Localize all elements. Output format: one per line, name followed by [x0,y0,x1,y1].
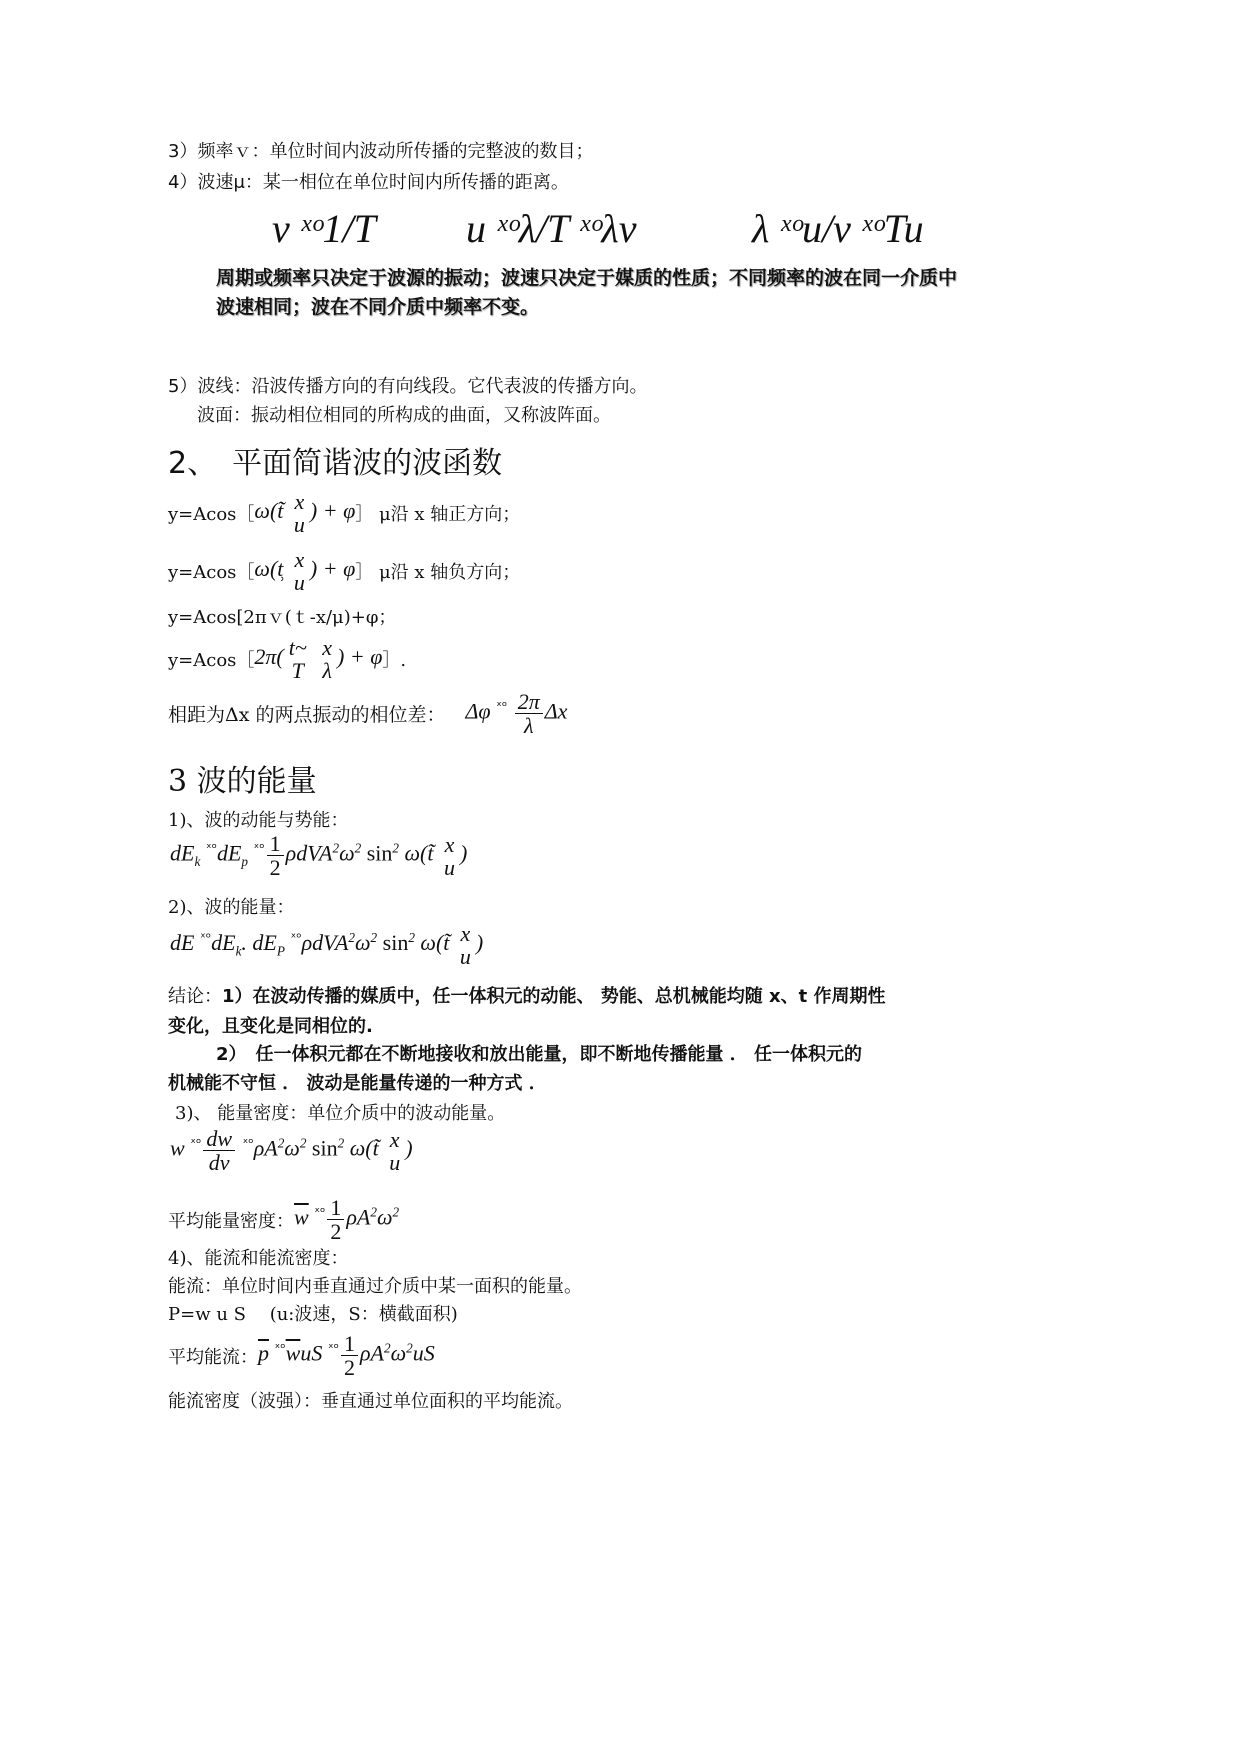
equation-frequency-period: ν ˣᵒ1/T [272,206,376,251]
formula-body: ω(t̃ x u ) + φ [254,489,356,538]
section-3-heading: 3 波的能量 [168,764,317,799]
item-wave-speed: 4）波速μ：某一相位在单位时间内所传播的距离。 [168,172,569,193]
equation-kinetic-potential: $dE_k$ $^{ˣᵒ}dE_p$ $^{ˣᵒ}$ $\frac{1}{2}$ $\rho dVA^2\omega^2$ $\sin^2$ ω(t̃ x u ) [170,831,468,881]
item-wave-line: 5）波线：沿波传播方向的有向线段。它代表波的传播方向。 [168,376,648,397]
phase-difference-label: 相距为Δx 的两点振动的相位差： [168,704,446,727]
note-line-2: 波速相同；波在不同介质中频率不变。 [216,296,540,318]
phase-difference [168,690,567,737]
subsection-energy-density: 3)、 能量密度：单位介质中的波动能量。 [175,1103,506,1124]
formula-suffix: ］ μ沿 x 轴负方向； [355,562,521,584]
equation-wavelength: λ ˣᵒu/ν ˣᵒTu [752,206,924,251]
average-energy-flow-label: 平均能流： [168,1346,258,1368]
conclusion-label: 结论： [168,986,222,1007]
average-energy-density-label: 平均能量密度： [168,1210,294,1232]
formula-prefix: y=Acos［ [168,504,255,526]
energy-flow-density: 能流密度（波强）：垂直通过单位面积的平均能流。 [168,1391,573,1412]
equation-wave-energy: dE $^{ˣᵒ}dE_k$. $dE_P$ $^{ˣᵒ}\rho dVA^2\omega^2$ $\sin^2$ ω(t̃ x u ) [170,921,484,970]
conclusion-1-continued: 变化，且变化是同相位的. [168,1016,373,1037]
formula-body: ω(t̹ x u ) + φ [254,547,356,596]
wave-function-positive [168,490,520,536]
average-energy-density-formula: $\overline{w}$ $^{ˣᵒ}$ $\frac{1}{2}$ $\rho A^2\omega^2$ [294,1195,400,1245]
subsection-kinetic-potential: 1)、波的动能与势能： [168,810,349,831]
average-energy-density [168,1196,399,1243]
note-line-1: 周期或频率只决定于波源的振动；波速只决定于媒质的性质；不同频率的波在同一介质中 [216,267,958,289]
formula-prefix: y=Acos［ [168,562,255,584]
conclusion-1 [168,982,886,1008]
conclusion-2: 2） 任一体积元都在不断地接收和放出能量，即不断地传播能量 ． 任一体积元的 [216,1044,863,1065]
average-energy-flow-formula: $\overline{p}$ $^{ˣᵒ}\overline{w}uS$ $^{ˣᵒ}$ $\frac{1}{2}$ $\rho A^2\omega^2uS$ [258,1331,435,1381]
energy-flow-definition: 能流：单位时间内垂直通过介质中某一面积的能量。 [168,1276,582,1297]
formula-prefix: y=Acos［ [168,650,255,672]
formula-body: 2π( t~ T x λ ) + φ [254,635,383,684]
conclusion-2-continued: 机械能不守恒 ． 波动是能量传递的一种方式 ． [168,1073,547,1094]
wave-function-negative [168,548,520,594]
item-wave-front: 波面：振动相位相同的所构成的曲面，又称波阵面。 [197,405,611,426]
equation-energy-density: w $^{ˣᵒ}$ $\frac{dw}{dv}$ $^{ˣᵒ}\rho A^2\omega^2$ $\sin^2$ ω(t̃ x u ) [170,1126,413,1176]
wave-function-period [168,636,406,682]
equation-speed: u ˣᵒλ/T ˣᵒλν [466,206,637,251]
phase-difference-formula: Δφ $^{ˣᵒ}$ $\frac{2\pi}{\lambda}$ Δx [465,689,568,739]
subsection-wave-energy: 2)、波的能量： [168,897,295,918]
energy-flow-formula: P=w u S (u:波速，S：横截面积) [168,1304,458,1325]
section-2-heading: 2、 平面简谐波的波函数 [168,446,503,481]
subsection-energy-flow: 4)、能流和能流密度： [168,1248,349,1269]
conclusion-1-text: 1）在波动传播的媒质中，任一体积元的动能、 势能、总机械能均随 x、t 作周期性 [222,986,886,1007]
formula-suffix: ］ μ沿 x 轴正方向； [355,504,521,526]
formula-suffix: ］. [382,650,407,672]
average-energy-flow [168,1332,435,1379]
item-frequency: 3）频率ｖ：单位时间内波动所传播的完整波的数目； [168,141,594,162]
wave-function-frequency: y=Acos[2πｖ(ｔ-x/μ)+φ； [168,607,397,628]
